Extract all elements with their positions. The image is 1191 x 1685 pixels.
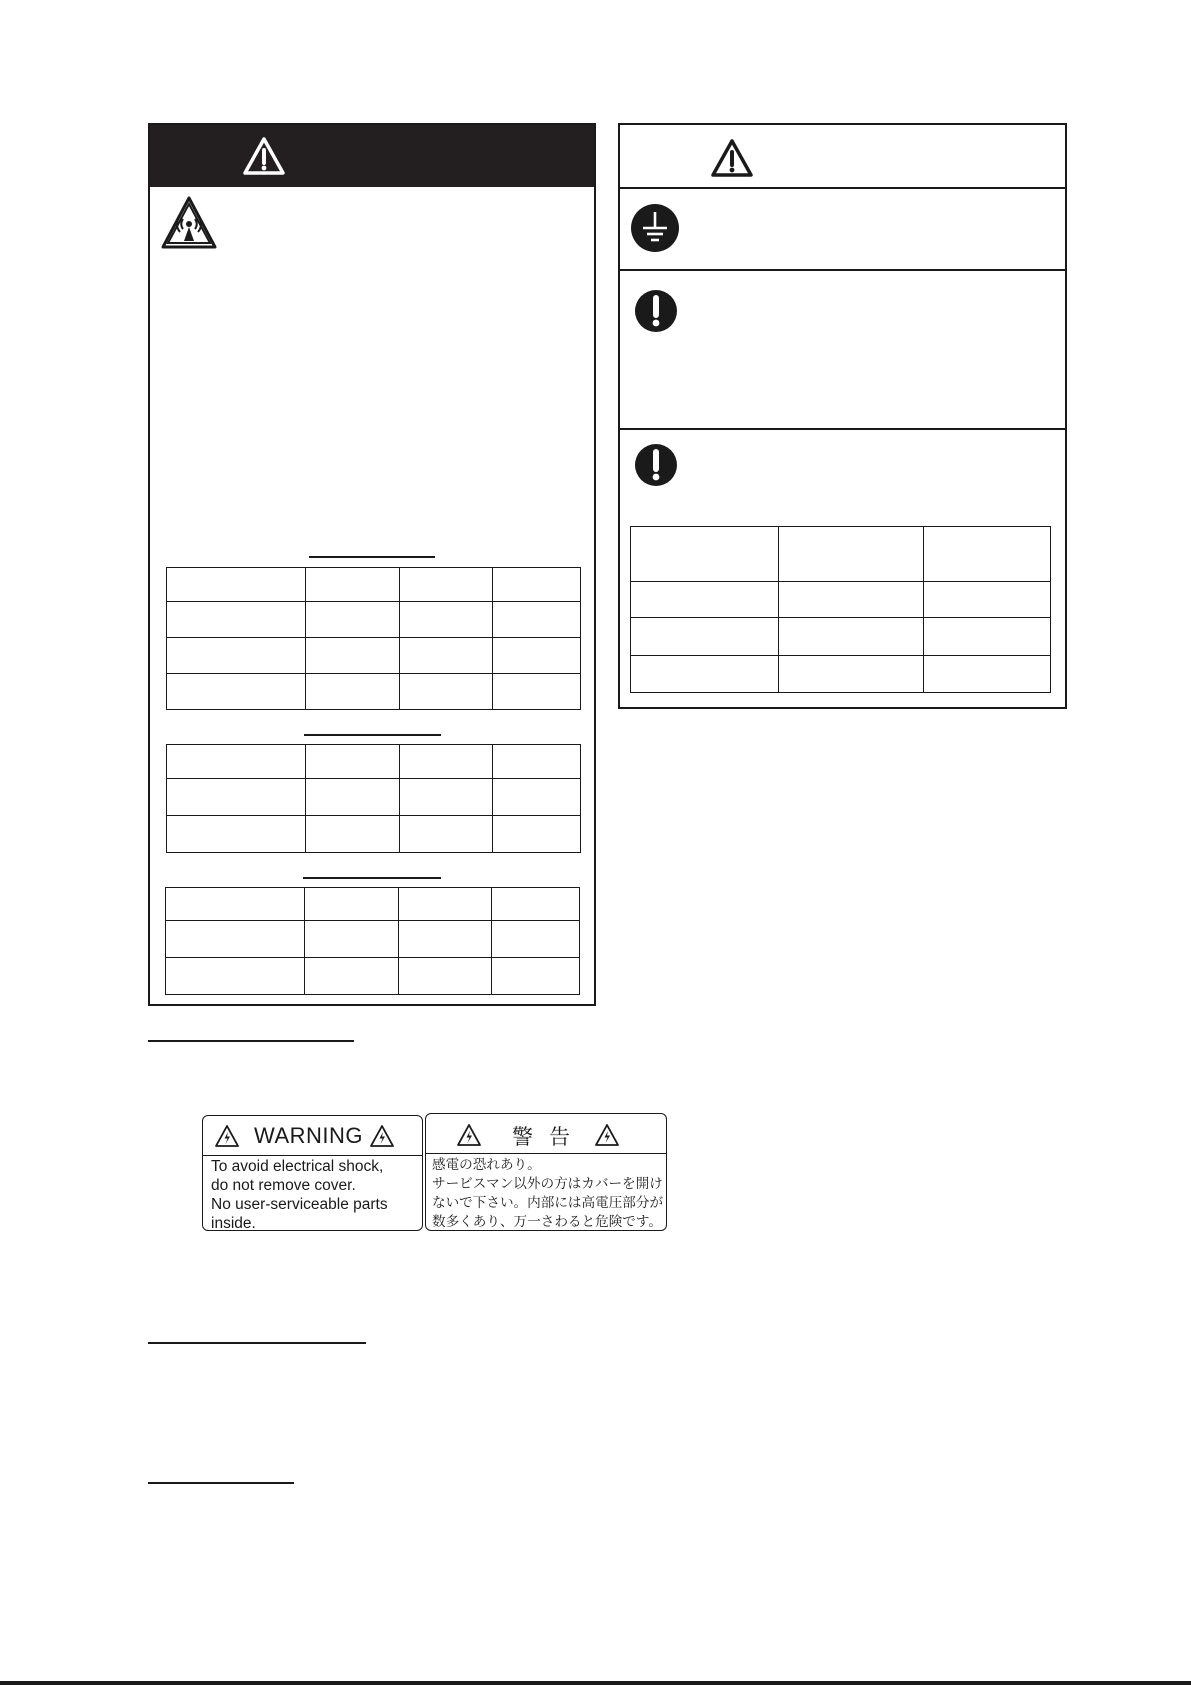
table-cell: [306, 568, 400, 602]
warning-label-title-char: 警: [512, 1125, 534, 1149]
table-cell: [924, 656, 1051, 693]
warning-label-line: do not remove cover.: [211, 1177, 356, 1194]
warning-label-line: サービスマン以外の方はカバーを開け: [432, 1176, 663, 1192]
table-cell: [306, 674, 400, 710]
table-cell: [167, 674, 306, 710]
table-cell: [305, 921, 399, 958]
warning-label-line: inside.: [211, 1215, 256, 1232]
electric-shock-warning-icon: [456, 1123, 482, 1147]
table-cell: [166, 921, 305, 958]
radio-wave-hazard-icon: [160, 195, 218, 251]
table-cell: [492, 958, 580, 995]
table-cell: [631, 527, 779, 582]
table-cell: [167, 568, 306, 602]
table-cell: [492, 921, 580, 958]
warning-label-text: [432, 1156, 662, 1232]
warning-label-text: [211, 1157, 418, 1233]
section-heading-rule: [148, 1342, 366, 1344]
distance-table-2: [166, 744, 581, 853]
electric-shock-warning-icon: [594, 1123, 620, 1147]
mandatory-action-icon: [634, 443, 678, 487]
table-cell: [400, 779, 493, 816]
warning-label-line: 数多くあり、万一さわると危険です。: [432, 1214, 663, 1230]
table-cell: [779, 656, 924, 693]
table-cell: [779, 582, 924, 618]
warning-label-title-bar: [426, 1114, 666, 1154]
table-2-heading-rule: [304, 734, 441, 736]
distance-table-1: [166, 567, 581, 710]
table-cell: [493, 638, 581, 674]
caution-table: [630, 526, 1051, 693]
table-cell: [493, 674, 581, 710]
caution-panel: [618, 123, 1067, 709]
table-1-heading-rule: [309, 556, 435, 558]
section-heading-rule: [148, 1040, 354, 1042]
table-cell: [167, 816, 306, 853]
warning-label-japanese: [425, 1113, 667, 1231]
warning-panel-header: [150, 125, 594, 187]
table-cell: [400, 745, 493, 779]
warning-label-title: WARNING: [254, 1123, 364, 1148]
table-cell: [305, 958, 399, 995]
table-cell: [167, 638, 306, 674]
table-3-heading-rule: [303, 877, 441, 879]
warning-label-line: 感電の恐れあり。: [432, 1157, 541, 1173]
table-cell: [779, 618, 924, 656]
table-cell: [924, 582, 1051, 618]
table-cell: [631, 656, 779, 693]
table-cell: [924, 527, 1051, 582]
caution-section-divider: [620, 269, 1065, 271]
table-cell: [399, 888, 492, 921]
electric-shock-warning-icon: [214, 1124, 240, 1148]
warning-label-line: No user-serviceable parts: [211, 1196, 388, 1213]
table-cell: [492, 888, 580, 921]
table-cell: [493, 568, 581, 602]
table-cell: [166, 888, 305, 921]
table-cell: [399, 921, 492, 958]
table-cell: [306, 745, 400, 779]
warning-label-title-bar: [203, 1116, 422, 1156]
table-cell: [306, 638, 400, 674]
caution-section-divider: [620, 428, 1065, 430]
table-cell: [631, 618, 779, 656]
table-cell: [493, 745, 581, 779]
warning-panel: [148, 123, 596, 1006]
electric-shock-warning-icon: [369, 1124, 395, 1148]
warning-label-line: ないで下さい。内部には高電圧部分が: [432, 1195, 664, 1211]
table-cell: [400, 816, 493, 853]
table-cell: [306, 602, 400, 638]
table-cell: [400, 602, 493, 638]
warning-label-english: [202, 1115, 423, 1231]
table-cell: [400, 674, 493, 710]
table-cell: [306, 779, 400, 816]
table-cell: [306, 816, 400, 853]
table-cell: [167, 779, 306, 816]
page-bottom-edge: [0, 1681, 1191, 1685]
table-cell: [305, 888, 399, 921]
table-cell: [166, 958, 305, 995]
table-cell: [493, 816, 581, 853]
table-cell: [493, 602, 581, 638]
table-cell: [493, 779, 581, 816]
warning-label-line: To avoid electrical shock,: [211, 1158, 384, 1175]
mandatory-action-icon: [634, 289, 678, 333]
table-cell: [167, 602, 306, 638]
distance-table-3: [165, 887, 580, 995]
table-cell: [399, 958, 492, 995]
table-cell: [631, 582, 779, 618]
warning-label-title-char: 告: [549, 1125, 571, 1149]
caution-header-divider: [620, 187, 1065, 189]
caution-triangle-icon: [710, 138, 754, 178]
warning-triangle-icon: [242, 136, 286, 176]
section-heading-rule: [148, 1482, 294, 1484]
table-cell: [400, 568, 493, 602]
ground-symbol-icon: [630, 203, 680, 253]
table-cell: [779, 527, 924, 582]
table-cell: [400, 638, 493, 674]
table-cell: [167, 745, 306, 779]
table-cell: [924, 618, 1051, 656]
